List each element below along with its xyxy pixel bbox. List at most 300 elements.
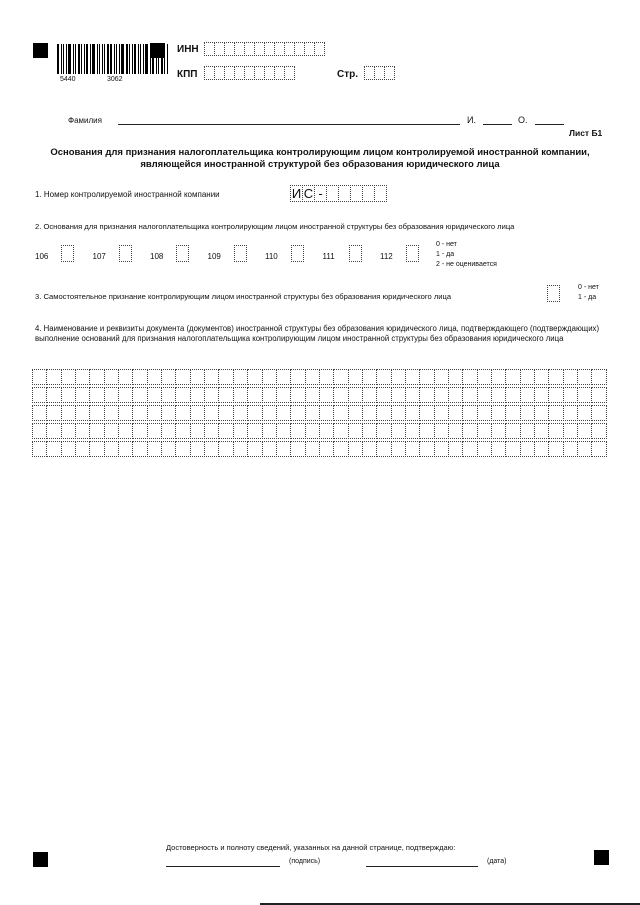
document-details-cell[interactable] bbox=[348, 405, 363, 421]
barcode-bar bbox=[81, 44, 82, 74]
document-details-cell[interactable] bbox=[161, 405, 176, 421]
document-details-cell[interactable] bbox=[577, 441, 592, 457]
document-details-cell[interactable] bbox=[491, 423, 506, 439]
document-details-cell[interactable] bbox=[89, 423, 104, 439]
section2-legend-0: 0 - нет bbox=[436, 241, 457, 248]
registration-marker-bottom-left bbox=[33, 852, 48, 867]
document-details-cell[interactable] bbox=[104, 405, 119, 421]
document-details-cell[interactable] bbox=[333, 387, 348, 403]
document-details-cell[interactable] bbox=[46, 423, 61, 439]
document-details-cell[interactable] bbox=[247, 369, 262, 385]
document-details-cell[interactable] bbox=[534, 387, 549, 403]
document-details-cell[interactable] bbox=[276, 405, 291, 421]
document-details-cell[interactable] bbox=[276, 369, 291, 385]
grounds-code-field[interactable] bbox=[292, 245, 304, 262]
document-details-cell[interactable] bbox=[262, 387, 277, 403]
page-cell[interactable] bbox=[384, 66, 395, 80]
document-details-cell[interactable] bbox=[376, 423, 391, 439]
grounds-code-cell[interactable] bbox=[291, 245, 304, 262]
document-details-cell[interactable] bbox=[290, 369, 305, 385]
barcode-bar bbox=[138, 44, 139, 74]
document-details-cell[interactable] bbox=[591, 387, 606, 403]
document-details-cell[interactable] bbox=[491, 405, 506, 421]
date-label: (дата) bbox=[487, 858, 507, 865]
document-details-cell[interactable] bbox=[190, 405, 205, 421]
surname-label: Фамилия bbox=[68, 116, 102, 125]
page-number-label: Стр. bbox=[337, 69, 359, 80]
document-details-cell[interactable] bbox=[534, 423, 549, 439]
document-details-cell[interactable] bbox=[448, 423, 463, 439]
barcode-bar bbox=[92, 44, 95, 74]
document-details-cell[interactable] bbox=[591, 423, 606, 439]
signature-line[interactable] bbox=[166, 866, 280, 867]
document-details-cell[interactable] bbox=[305, 387, 320, 403]
kpp-cell[interactable] bbox=[284, 66, 295, 80]
document-details-cell[interactable] bbox=[391, 405, 406, 421]
document-details-cell[interactable] bbox=[376, 387, 391, 403]
document-details-cell[interactable] bbox=[477, 441, 492, 457]
section4-label: 4. Наименование и реквизиты документа (документов) иностранной структуры без образования юридического лица, подтверждающего (подтверждающих) выполнение оснований для признания налогоплательщика контролирующим лицом иностранной структуры без образования юридического лица bbox=[35, 324, 600, 343]
document-details-cell[interactable] bbox=[61, 369, 76, 385]
cfc-prefix-char: С bbox=[303, 186, 314, 201]
signature-label: (подпись) bbox=[289, 858, 321, 865]
document-details-cell[interactable] bbox=[520, 423, 535, 439]
document-details-cell[interactable] bbox=[175, 423, 190, 439]
section1-label: 1. Номер контролируемой иностранной компании bbox=[35, 190, 220, 199]
document-details-cell[interactable] bbox=[204, 387, 219, 403]
grounds-code-label: 108 bbox=[150, 252, 164, 261]
grounds-code-cell[interactable] bbox=[176, 245, 189, 262]
initial-o-line[interactable] bbox=[535, 124, 564, 125]
document-details-cell[interactable] bbox=[175, 387, 190, 403]
document-details-cell[interactable] bbox=[520, 405, 535, 421]
document-details-cell[interactable] bbox=[419, 387, 434, 403]
confirmation-text: Достоверность и полноту сведений, указанных на данной странице, подтверждаю: bbox=[166, 843, 456, 852]
document-details-cell[interactable] bbox=[391, 423, 406, 439]
barcode-bar bbox=[78, 44, 80, 74]
barcode-bar bbox=[156, 44, 157, 74]
document-details-cell[interactable] bbox=[147, 405, 162, 421]
document-details-cell[interactable] bbox=[376, 441, 391, 457]
grounds-code-cell[interactable] bbox=[406, 245, 419, 262]
document-details-cell[interactable] bbox=[548, 387, 563, 403]
barcode-bar bbox=[57, 44, 59, 74]
section2-label: 2. Основания для признания налогоплательщика контролирующим лицом иностранной структуры без образования юридического лица bbox=[35, 222, 515, 231]
document-details-cell[interactable] bbox=[233, 387, 248, 403]
document-details-cell[interactable] bbox=[290, 405, 305, 421]
grounds-code-label: 107 bbox=[92, 252, 106, 261]
barcode-bar bbox=[66, 44, 67, 74]
document-details-cell[interactable] bbox=[591, 369, 606, 385]
document-details-cell[interactable] bbox=[132, 423, 147, 439]
document-details-cell[interactable] bbox=[204, 405, 219, 421]
document-details-cell[interactable] bbox=[262, 369, 277, 385]
document-details-cell[interactable] bbox=[419, 405, 434, 421]
document-details-cell[interactable] bbox=[333, 423, 348, 439]
document-details-cell[interactable] bbox=[61, 405, 76, 421]
document-details-cell[interactable] bbox=[505, 423, 520, 439]
barcode-bar bbox=[68, 44, 71, 74]
document-details-cell[interactable] bbox=[247, 387, 262, 403]
document-details-cell[interactable] bbox=[262, 423, 277, 439]
document-details-cell[interactable] bbox=[118, 369, 133, 385]
document-details-cell[interactable] bbox=[233, 369, 248, 385]
grounds-code-cell[interactable] bbox=[119, 245, 132, 262]
grounds-code-field[interactable] bbox=[177, 245, 189, 262]
document-details-cell[interactable] bbox=[491, 387, 506, 403]
grounds-code-cell[interactable] bbox=[349, 245, 362, 262]
registration-marker-top-left bbox=[33, 43, 48, 58]
document-details-cell[interactable] bbox=[548, 441, 563, 457]
document-details-cell[interactable] bbox=[32, 387, 47, 403]
document-details-cell[interactable] bbox=[462, 387, 477, 403]
document-details-row bbox=[33, 369, 607, 385]
document-details-cell[interactable] bbox=[104, 387, 119, 403]
document-details-row bbox=[33, 423, 607, 439]
document-details-cell[interactable] bbox=[563, 441, 578, 457]
date-line[interactable] bbox=[366, 866, 478, 867]
document-details-cell[interactable] bbox=[333, 405, 348, 421]
grounds-code-cell[interactable] bbox=[61, 245, 74, 262]
document-details-cell[interactable] bbox=[290, 441, 305, 457]
document-details-cell[interactable] bbox=[118, 405, 133, 421]
document-details-cell[interactable] bbox=[290, 423, 305, 439]
document-details-cell[interactable] bbox=[204, 423, 219, 439]
document-details-cell[interactable] bbox=[376, 405, 391, 421]
grounds-code-field[interactable] bbox=[350, 245, 362, 262]
document-details-cell[interactable] bbox=[75, 387, 90, 403]
document-details-cell[interactable] bbox=[419, 423, 434, 439]
document-details-cell[interactable] bbox=[147, 423, 162, 439]
document-details-cell[interactable] bbox=[32, 423, 47, 439]
document-details-cell[interactable] bbox=[175, 441, 190, 457]
document-details-cell[interactable] bbox=[591, 441, 606, 457]
document-details-cell[interactable] bbox=[89, 405, 104, 421]
document-details-cell[interactable] bbox=[534, 441, 549, 457]
inn-cell[interactable] bbox=[314, 42, 325, 56]
document-details-cell[interactable] bbox=[247, 423, 262, 439]
document-details-cell[interactable] bbox=[434, 423, 449, 439]
document-details-cell[interactable] bbox=[405, 405, 420, 421]
document-details-cell[interactable] bbox=[319, 369, 334, 385]
document-details-cell[interactable] bbox=[262, 405, 277, 421]
document-details-cell[interactable] bbox=[218, 387, 233, 403]
document-details-cell[interactable] bbox=[534, 405, 549, 421]
document-details-cell[interactable] bbox=[46, 387, 61, 403]
document-details-cell[interactable] bbox=[577, 405, 592, 421]
document-details-cell[interactable] bbox=[75, 423, 90, 439]
document-details-cell[interactable] bbox=[448, 405, 463, 421]
document-details-cell[interactable] bbox=[405, 441, 420, 457]
document-details-cell[interactable] bbox=[247, 441, 262, 457]
document-details-cell[interactable] bbox=[233, 405, 248, 421]
document-details-cell[interactable] bbox=[348, 441, 363, 457]
document-details-cell[interactable] bbox=[405, 369, 420, 385]
document-details-cell[interactable] bbox=[190, 387, 205, 403]
cfc-prefix-char: - bbox=[314, 185, 327, 202]
grounds-code-field[interactable] bbox=[235, 245, 247, 262]
document-details-cell[interactable] bbox=[362, 441, 377, 457]
barcode-bar bbox=[84, 44, 85, 74]
document-details-cell[interactable] bbox=[276, 387, 291, 403]
document-details-cell[interactable] bbox=[305, 369, 320, 385]
document-details-cell[interactable] bbox=[276, 441, 291, 457]
document-details-cell[interactable] bbox=[46, 441, 61, 457]
barcode-bar bbox=[126, 44, 128, 74]
document-details-cell[interactable] bbox=[161, 387, 176, 403]
grounds-code-field[interactable] bbox=[407, 245, 419, 262]
inn-field[interactable] bbox=[205, 42, 325, 56]
document-details-cell[interactable] bbox=[319, 441, 334, 457]
document-details-cell[interactable] bbox=[132, 369, 147, 385]
barcode-bar bbox=[119, 44, 120, 74]
document-details-cell[interactable] bbox=[505, 387, 520, 403]
document-details-cell[interactable] bbox=[89, 369, 104, 385]
document-details-cell[interactable] bbox=[563, 405, 578, 421]
document-details-cell[interactable] bbox=[563, 369, 578, 385]
barcode-bar bbox=[73, 44, 74, 74]
document-details-cell[interactable] bbox=[548, 405, 563, 421]
document-details-cell[interactable] bbox=[75, 441, 90, 457]
document-details-cell[interactable] bbox=[405, 423, 420, 439]
document-details-cell[interactable] bbox=[161, 423, 176, 439]
document-details-cell[interactable] bbox=[61, 423, 76, 439]
document-details-cell[interactable] bbox=[434, 441, 449, 457]
barcode-bar bbox=[140, 44, 141, 74]
document-details-cell[interactable] bbox=[147, 369, 162, 385]
document-details-cell[interactable] bbox=[362, 423, 377, 439]
barcode-bar bbox=[116, 44, 117, 74]
grounds-code-label: 111 bbox=[322, 252, 335, 261]
initial-i-line[interactable] bbox=[483, 124, 512, 125]
barcode-bar bbox=[102, 44, 103, 74]
document-details-cell[interactable] bbox=[477, 405, 492, 421]
document-details-cell[interactable] bbox=[491, 441, 506, 457]
document-details-cell[interactable] bbox=[104, 369, 119, 385]
barcode-bar bbox=[129, 44, 130, 74]
document-details-cell[interactable] bbox=[462, 423, 477, 439]
grounds-code-field[interactable] bbox=[120, 245, 132, 262]
document-details-cell[interactable] bbox=[204, 369, 219, 385]
barcode-bar bbox=[110, 44, 112, 74]
section3-legend-0: 0 - нет bbox=[578, 284, 599, 291]
document-details-cell[interactable] bbox=[434, 369, 449, 385]
document-details-cell[interactable] bbox=[391, 387, 406, 403]
barcode-bar bbox=[97, 44, 98, 74]
document-details-cell[interactable] bbox=[218, 441, 233, 457]
document-details-cell[interactable] bbox=[190, 441, 205, 457]
document-details-cell[interactable] bbox=[204, 441, 219, 457]
document-details-cell[interactable] bbox=[89, 441, 104, 457]
document-details-cell[interactable] bbox=[190, 369, 205, 385]
document-details-cell[interactable] bbox=[190, 423, 205, 439]
barcode-number-right: 3062 bbox=[107, 76, 123, 83]
barcode-bar bbox=[143, 44, 144, 74]
section2-legend-1: 1 - да bbox=[436, 251, 455, 258]
document-details-cell[interactable] bbox=[32, 405, 47, 421]
grounds-code-field[interactable] bbox=[62, 245, 74, 262]
document-details-cell[interactable] bbox=[348, 369, 363, 385]
document-details-cell[interactable] bbox=[262, 441, 277, 457]
barcode-bar bbox=[145, 44, 148, 74]
document-details-cell[interactable] bbox=[548, 423, 563, 439]
page-number-field[interactable] bbox=[365, 66, 395, 80]
document-details-cell[interactable] bbox=[348, 387, 363, 403]
registration-marker-bottom-right bbox=[594, 850, 609, 865]
barcode-number-left: 5440 bbox=[60, 76, 76, 83]
section3-label: 3. Самостоятельное признание контролирующим лицом иностранной структуры без образования юридического лица bbox=[35, 292, 452, 301]
barcode-bar bbox=[158, 44, 159, 74]
barcode-bar bbox=[134, 44, 136, 74]
document-details-cell[interactable] bbox=[89, 387, 104, 403]
document-details-cell[interactable] bbox=[577, 369, 592, 385]
document-details-cell[interactable] bbox=[161, 369, 176, 385]
document-details-cell[interactable] bbox=[434, 405, 449, 421]
document-details-cell[interactable] bbox=[548, 369, 563, 385]
document-details-cell[interactable] bbox=[333, 441, 348, 457]
document-details-cell[interactable] bbox=[319, 405, 334, 421]
document-details-cell[interactable] bbox=[132, 387, 147, 403]
barcode-bar bbox=[167, 44, 168, 74]
document-details-cell[interactable] bbox=[520, 387, 535, 403]
document-details-cell[interactable] bbox=[505, 441, 520, 457]
section3-legend-1: 1 - да bbox=[578, 294, 597, 301]
initial-o-label: О. bbox=[518, 115, 528, 125]
document-details-cell[interactable] bbox=[305, 423, 320, 439]
document-details-cell[interactable] bbox=[61, 441, 76, 457]
document-details-cell[interactable] bbox=[290, 387, 305, 403]
document-details-cell[interactable] bbox=[46, 369, 61, 385]
document-details-cell[interactable] bbox=[132, 405, 147, 421]
document-details-cell[interactable] bbox=[591, 405, 606, 421]
document-details-cell[interactable] bbox=[175, 405, 190, 421]
document-details-cell[interactable] bbox=[491, 369, 506, 385]
document-details-cell[interactable] bbox=[218, 423, 233, 439]
document-details-cell[interactable] bbox=[118, 387, 133, 403]
barcode-bar bbox=[150, 44, 151, 74]
barcode-bar bbox=[104, 44, 105, 74]
barcode-image bbox=[57, 44, 169, 74]
document-details-cell[interactable] bbox=[104, 441, 119, 457]
document-details-cell[interactable] bbox=[577, 423, 592, 439]
document-details-cell[interactable] bbox=[448, 441, 463, 457]
barcode-bar bbox=[114, 44, 115, 74]
document-details-cell[interactable] bbox=[305, 405, 320, 421]
document-details-cell[interactable] bbox=[419, 369, 434, 385]
kpp-label: КПП bbox=[177, 69, 198, 80]
document-details-cell[interactable] bbox=[32, 369, 47, 385]
inn-label: ИНН bbox=[177, 44, 199, 55]
barcode-bar bbox=[164, 44, 165, 74]
document-details-cell[interactable] bbox=[462, 369, 477, 385]
document-details-cell[interactable] bbox=[276, 423, 291, 439]
document-details-cell[interactable] bbox=[118, 423, 133, 439]
document-details-cell[interactable] bbox=[46, 405, 61, 421]
cfc-number-cell[interactable] bbox=[374, 185, 387, 202]
document-details-cell[interactable] bbox=[505, 405, 520, 421]
document-details-cell[interactable] bbox=[147, 387, 162, 403]
document-details-cell[interactable] bbox=[462, 441, 477, 457]
document-details-cell[interactable] bbox=[477, 387, 492, 403]
barcode-bar bbox=[161, 44, 163, 74]
document-details-cell[interactable] bbox=[391, 441, 406, 457]
document-details-cell[interactable] bbox=[376, 369, 391, 385]
barcode-bar bbox=[75, 44, 76, 74]
document-details-cell[interactable] bbox=[505, 369, 520, 385]
barcode-bar bbox=[107, 44, 109, 74]
document-details-cell[interactable] bbox=[534, 369, 549, 385]
document-details-cell[interactable] bbox=[333, 369, 348, 385]
document-details-cell[interactable] bbox=[477, 369, 492, 385]
document-details-cell[interactable] bbox=[448, 387, 463, 403]
self-recognition-field[interactable] bbox=[548, 285, 560, 302]
document-details-cell[interactable] bbox=[563, 423, 578, 439]
document-details-cell[interactable] bbox=[175, 369, 190, 385]
barcode-bar bbox=[99, 44, 100, 74]
document-details-cell[interactable] bbox=[104, 423, 119, 439]
grounds-code-cell[interactable] bbox=[234, 245, 247, 262]
document-details-cell[interactable] bbox=[419, 441, 434, 457]
self-recognition-cell[interactable] bbox=[547, 285, 560, 302]
barcode-bar bbox=[86, 44, 88, 74]
document-details-cell[interactable] bbox=[61, 387, 76, 403]
document-details-cell[interactable] bbox=[233, 441, 248, 457]
barcode-bar bbox=[61, 44, 62, 74]
cfc-number-field[interactable] bbox=[291, 185, 387, 202]
document-details-cell[interactable] bbox=[520, 369, 535, 385]
document-details-cell[interactable] bbox=[462, 405, 477, 421]
document-details-cell[interactable] bbox=[348, 423, 363, 439]
document-details-cell[interactable] bbox=[75, 369, 90, 385]
document-details-cell[interactable] bbox=[520, 441, 535, 457]
document-details-cell[interactable] bbox=[362, 387, 377, 403]
barcode-bar bbox=[152, 44, 154, 74]
document-details-cell[interactable] bbox=[362, 405, 377, 421]
document-details-cell[interactable] bbox=[132, 441, 147, 457]
document-details-cell[interactable] bbox=[319, 387, 334, 403]
kpp-field[interactable] bbox=[205, 66, 295, 80]
document-details-cell[interactable] bbox=[161, 441, 176, 457]
document-details-cell[interactable] bbox=[147, 441, 162, 457]
sheet-label: Лист Б1 bbox=[569, 128, 603, 138]
barcode-bar bbox=[90, 44, 91, 74]
document-details-cell[interactable] bbox=[577, 387, 592, 403]
document-details-cell[interactable] bbox=[305, 441, 320, 457]
document-details-cell[interactable] bbox=[247, 405, 262, 421]
document-details-cell[interactable] bbox=[218, 369, 233, 385]
document-details-cell[interactable] bbox=[362, 369, 377, 385]
document-details-cell[interactable] bbox=[477, 423, 492, 439]
cfc-prefix-char: И bbox=[291, 186, 302, 201]
document-details-cell[interactable] bbox=[434, 387, 449, 403]
document-details-cell[interactable] bbox=[218, 405, 233, 421]
document-details-cell[interactable] bbox=[405, 387, 420, 403]
document-details-cell[interactable] bbox=[448, 369, 463, 385]
surname-line[interactable] bbox=[118, 124, 460, 125]
barcode-bar bbox=[121, 44, 124, 74]
document-details-cell[interactable] bbox=[563, 387, 578, 403]
grounds-code-label: 112 bbox=[380, 252, 393, 261]
grounds-code-label: 109 bbox=[207, 252, 221, 261]
document-details-cell[interactable] bbox=[233, 423, 248, 439]
document-details-cell[interactable] bbox=[32, 441, 47, 457]
document-details-row bbox=[33, 405, 607, 421]
document-details-cell[interactable] bbox=[319, 423, 334, 439]
barcode-bar bbox=[63, 44, 64, 74]
document-details-cell[interactable] bbox=[391, 369, 406, 385]
document-details-cell[interactable] bbox=[118, 441, 133, 457]
document-details-cell[interactable] bbox=[75, 405, 90, 421]
